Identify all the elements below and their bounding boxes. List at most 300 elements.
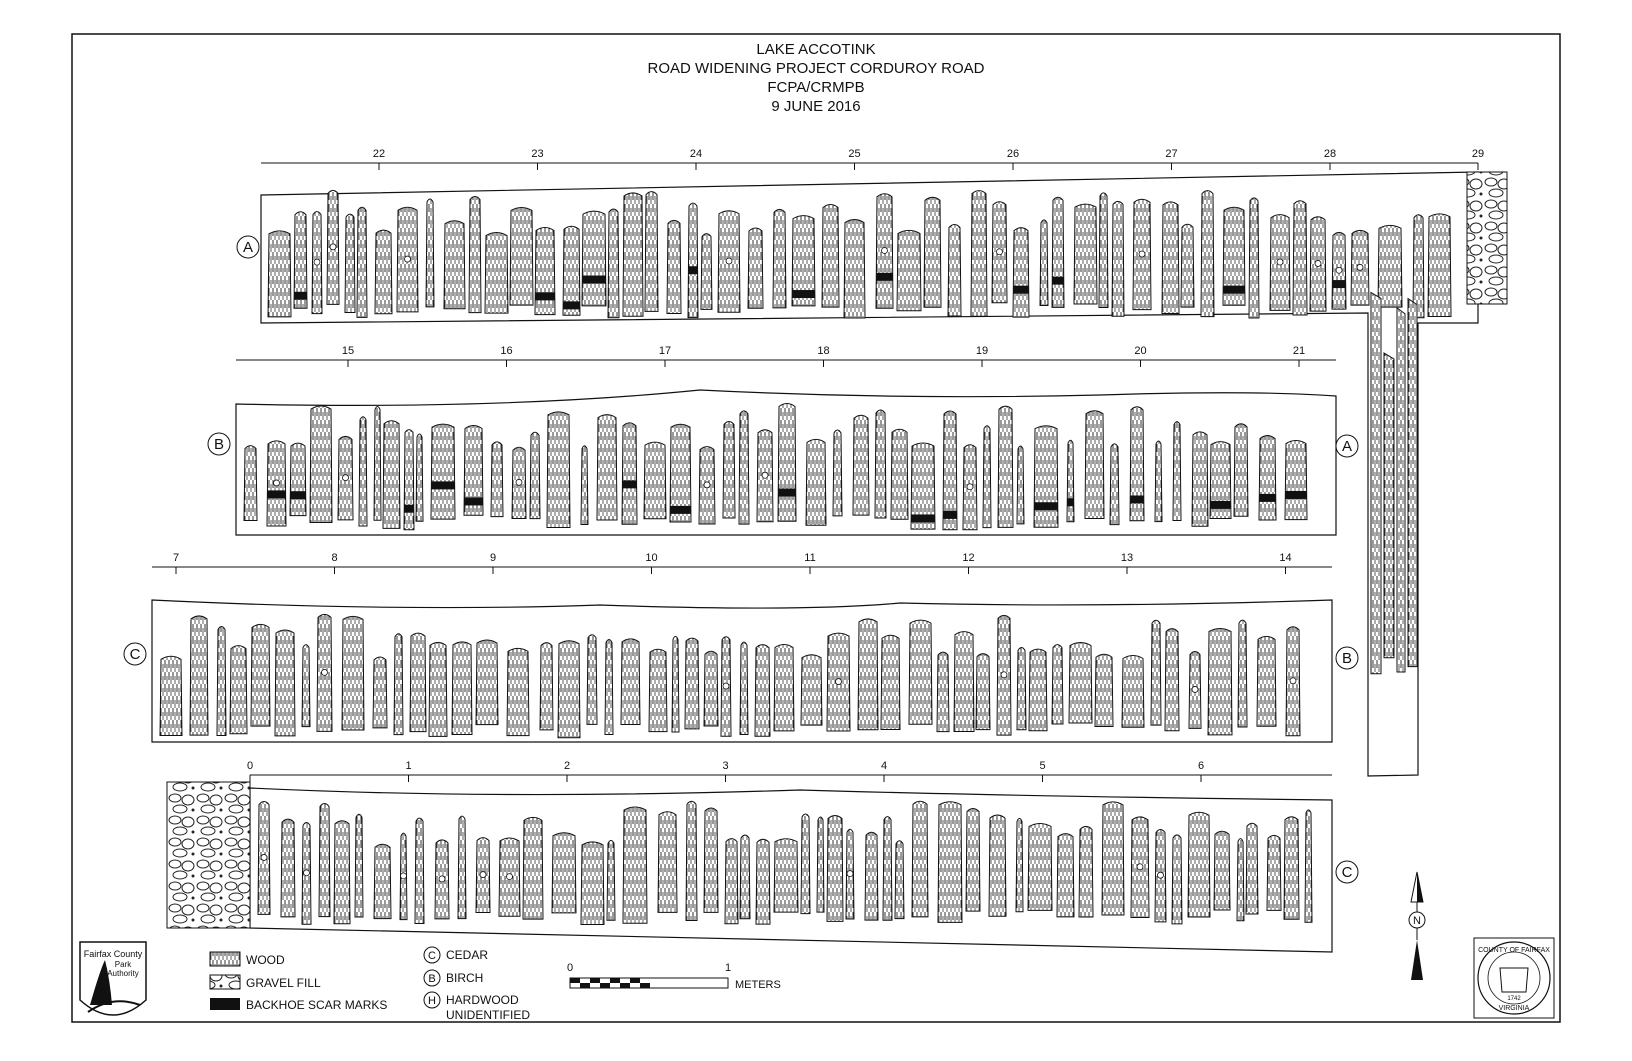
log (773, 209, 786, 307)
scale-start: 0 (566, 962, 574, 974)
scale-check (580, 983, 590, 988)
species-marker (480, 872, 486, 878)
log (623, 193, 643, 316)
species-marker (1137, 864, 1143, 870)
station-label: 23 (531, 148, 544, 160)
log (581, 842, 604, 925)
log (404, 430, 414, 530)
strip-c-ticks (173, 552, 1292, 574)
species-marker (1192, 686, 1198, 692)
station-label: 21 (1292, 345, 1306, 357)
log (1237, 839, 1244, 921)
log (1013, 228, 1029, 317)
log (1052, 197, 1064, 307)
species-marker (261, 854, 267, 860)
backhoe-scar (670, 506, 691, 514)
log (607, 840, 615, 920)
station-label: 15 (341, 345, 355, 357)
scale-end: 1 (724, 962, 732, 974)
log (649, 649, 667, 731)
log (587, 635, 597, 725)
station-label: 17 (658, 345, 672, 357)
log (1293, 201, 1307, 315)
county-seal (1474, 938, 1554, 1018)
species-marker (704, 482, 710, 488)
log (426, 199, 434, 307)
species-marker (762, 472, 768, 478)
log (1384, 353, 1394, 658)
log (1034, 426, 1058, 528)
station-label: 7 (172, 552, 180, 564)
log (1040, 220, 1048, 306)
log (244, 446, 257, 521)
title-line3: FCPA/CRMPB (767, 79, 865, 96)
log (552, 833, 576, 913)
scale-check (570, 978, 580, 983)
species-marker (836, 679, 842, 685)
strip-b-ticks (342, 345, 1305, 367)
log (966, 808, 980, 911)
backhoe-scar (563, 301, 580, 309)
log (858, 619, 878, 730)
station-label: 20 (1134, 345, 1147, 357)
log (983, 426, 991, 528)
log (875, 410, 886, 518)
log (833, 430, 842, 516)
backhoe-scar (1130, 495, 1144, 503)
log (374, 406, 381, 520)
log (268, 231, 291, 317)
hardwood-symbol: H (428, 995, 436, 1007)
log (976, 654, 990, 730)
log (302, 645, 310, 727)
backhoe-scar (294, 292, 307, 300)
log (1074, 204, 1097, 304)
strip-c (152, 552, 1332, 742)
legend-wood-swatch (210, 952, 240, 966)
legend-backhoe-label: BACKHOE SCAR MARKS (246, 998, 388, 1012)
backhoe-scar (622, 480, 637, 488)
log (608, 209, 619, 318)
log (1017, 648, 1026, 730)
scale-check (620, 983, 630, 988)
backhoe-scar (943, 511, 957, 519)
title-line1: LAKE ACCOTINK (756, 41, 876, 58)
species-marker (723, 683, 729, 689)
log (334, 821, 350, 924)
log (217, 626, 226, 735)
log (1052, 645, 1063, 724)
backhoe-scar (1067, 498, 1074, 506)
species-marker (401, 873, 407, 879)
species-marker (330, 244, 336, 250)
strip-d (167, 760, 1332, 952)
log (458, 816, 466, 918)
log (739, 411, 749, 524)
log (469, 197, 481, 313)
log (912, 801, 928, 917)
connection-marks (124, 236, 1358, 883)
log (1102, 802, 1124, 915)
station-label: 16 (500, 345, 513, 357)
backhoe-scar (431, 481, 455, 489)
log (452, 642, 472, 735)
station-label: 28 (1323, 148, 1337, 160)
backhoe-scar (464, 497, 483, 505)
log (723, 421, 735, 518)
station-label: 1 (405, 760, 412, 772)
log (865, 832, 878, 920)
log (778, 403, 796, 521)
log (582, 211, 606, 306)
cedar-symbol: C (428, 950, 436, 962)
log (853, 415, 869, 515)
log (621, 639, 640, 725)
species-marker (507, 874, 513, 880)
log (774, 644, 794, 730)
log (817, 817, 824, 912)
log (644, 442, 666, 519)
station-label: 2 (563, 760, 571, 772)
backhoe-scar (535, 292, 555, 300)
log (1208, 628, 1232, 734)
logo-line1: Fairfax County (83, 949, 143, 959)
backhoe-scar (1210, 501, 1231, 509)
log (883, 817, 892, 921)
legend-cedar-label: CEDAR (446, 948, 489, 962)
legend-gravel-swatch (210, 975, 240, 989)
log (897, 230, 921, 310)
station-label: 8 (331, 552, 338, 564)
log (491, 442, 503, 517)
scale-bar (567, 962, 781, 991)
species-marker (314, 259, 320, 265)
station-label: 26 (1006, 148, 1020, 160)
log (1249, 198, 1259, 318)
station-label: 12 (962, 552, 975, 564)
species-marker (1357, 264, 1363, 270)
legend-wood-label: WOOD (246, 953, 285, 967)
species-marker (343, 475, 349, 481)
log (701, 234, 712, 310)
log (359, 417, 367, 526)
scale-check (600, 983, 610, 988)
backhoe-scar (1285, 491, 1307, 499)
backhoe-scar (911, 514, 935, 522)
log (1095, 654, 1113, 726)
station-label: 27 (1165, 148, 1178, 160)
log (1057, 834, 1074, 917)
log (1130, 407, 1144, 521)
station-label: 19 (975, 345, 989, 357)
scale-unit: METERS (735, 979, 781, 991)
log (485, 233, 508, 314)
station-label: 13 (1120, 552, 1134, 564)
legend-hardwood-label-2: UNIDENTIFIED (446, 1008, 530, 1022)
backhoe-scar (778, 489, 796, 497)
scale-check (630, 978, 640, 983)
title-line4: 9 JUNE 2016 (771, 98, 861, 115)
species-marker (1001, 672, 1007, 678)
log (342, 616, 364, 730)
log (1069, 643, 1092, 724)
north-arrow (1409, 872, 1425, 980)
station-label: 14 (1279, 552, 1292, 564)
strip-a-gravel (1467, 172, 1507, 304)
log (822, 205, 839, 308)
log (1079, 826, 1093, 917)
log (410, 633, 426, 732)
strip-b-logs (244, 403, 1307, 529)
park-authority-logo (80, 942, 146, 1015)
log (1192, 432, 1208, 526)
log (429, 642, 447, 736)
station-label: 11 (804, 552, 816, 564)
strip-b (236, 345, 1336, 535)
log (740, 642, 748, 734)
log (1214, 831, 1230, 910)
species-marker (1158, 872, 1164, 878)
log (1162, 202, 1179, 314)
station-label: 29 (1471, 148, 1485, 160)
log (686, 801, 697, 920)
seal-year: 1742 (1507, 996, 1521, 1002)
logo-line3: Authority (107, 969, 139, 978)
mark-b-left: B (213, 436, 225, 453)
log (801, 655, 822, 725)
log (1172, 835, 1182, 924)
backhoe-scar (688, 266, 698, 274)
species-marker (322, 669, 328, 675)
log (1378, 225, 1402, 307)
log (535, 228, 555, 315)
species-marker (967, 484, 973, 490)
log (1085, 411, 1104, 519)
scale-check (590, 978, 600, 983)
log (1173, 422, 1181, 521)
scale-check (640, 983, 650, 988)
log (725, 839, 738, 924)
log (938, 802, 962, 923)
log (774, 839, 798, 912)
species-marker (1336, 267, 1342, 273)
log (444, 221, 465, 309)
log (1016, 818, 1023, 911)
mark-c-left: C (129, 646, 141, 663)
log (895, 841, 904, 919)
species-marker (1277, 259, 1283, 265)
log (1284, 817, 1299, 919)
log (373, 657, 387, 728)
log (954, 632, 974, 732)
log (748, 228, 763, 308)
mark-d-right: C (1341, 864, 1353, 881)
log (355, 814, 363, 917)
backhoe-scar (792, 290, 815, 298)
backhoe-scar (1259, 494, 1276, 502)
backhoe-scar (582, 276, 606, 284)
log (1067, 440, 1074, 521)
mark-c-right: B (1341, 650, 1353, 667)
log (891, 429, 908, 519)
log (1029, 649, 1047, 731)
log (319, 804, 330, 917)
log (230, 646, 247, 734)
station-label: 10 (645, 552, 658, 564)
log (998, 406, 1013, 527)
log (1155, 441, 1162, 522)
log (1181, 224, 1194, 307)
log (275, 630, 295, 736)
log (281, 819, 295, 917)
log (1397, 308, 1405, 672)
log (160, 656, 182, 735)
log (374, 844, 391, 918)
backhoe-scar (876, 273, 893, 281)
backhoe-scar (267, 490, 286, 498)
log (558, 641, 580, 738)
log (1017, 446, 1024, 524)
backhoe-scar (1013, 286, 1029, 294)
strip-d-logs (258, 801, 1312, 924)
log (507, 648, 529, 735)
log (415, 818, 424, 923)
log (1099, 193, 1108, 308)
log (383, 421, 400, 529)
title-line2: ROAD WIDENING PROJECT CORDUROY ROAD (647, 60, 985, 77)
log (827, 816, 843, 922)
log (530, 432, 540, 518)
log (971, 191, 987, 317)
station-label: 25 (848, 148, 861, 160)
log (1110, 444, 1119, 525)
log (190, 616, 208, 735)
log (937, 652, 949, 731)
species-marker (439, 876, 445, 882)
station-label: 9 (489, 552, 497, 564)
log (1408, 299, 1417, 667)
log (989, 815, 1006, 916)
log (672, 636, 679, 732)
log (924, 197, 941, 307)
log (1285, 441, 1307, 520)
log (581, 446, 588, 525)
species-marker (882, 247, 888, 253)
mark-b-right: A (1341, 438, 1353, 455)
species-marker (304, 870, 310, 876)
station-label: 5 (1039, 760, 1046, 772)
log (806, 439, 826, 525)
log (1122, 655, 1144, 727)
log (431, 424, 455, 519)
species-marker (405, 256, 411, 262)
strip-a-ticks (373, 148, 1484, 170)
log (476, 640, 498, 725)
species-marker (997, 249, 1003, 255)
log (1151, 620, 1161, 725)
log (658, 812, 677, 913)
legend-gravel-label: GRAVEL FILL (246, 976, 321, 990)
north-label: N (1413, 915, 1421, 927)
backhoe-scar (1223, 286, 1245, 294)
log (1257, 636, 1276, 726)
log (1371, 292, 1381, 673)
station-label: 22 (372, 148, 386, 160)
birch-symbol: B (428, 973, 436, 985)
log (1428, 214, 1451, 317)
logo-line2: Park (114, 960, 132, 969)
species-marker (726, 258, 732, 264)
seal-bottom-text: VIRGINIA (1498, 1005, 1530, 1012)
log (1267, 835, 1281, 910)
log (345, 214, 355, 312)
log (375, 230, 392, 314)
log (755, 645, 770, 737)
strip-c-logs (160, 614, 1300, 737)
legend-hardwood-label-1: HARDWOOD (446, 993, 519, 1007)
log (622, 423, 637, 524)
log (756, 839, 770, 924)
title-block (0, 40, 1632, 116)
species-marker (1139, 251, 1145, 257)
log (1234, 424, 1248, 516)
log (547, 412, 570, 528)
station-label: 3 (722, 760, 729, 772)
species-marker (1315, 260, 1321, 266)
station-label: 0 (246, 760, 254, 772)
species-marker (847, 871, 853, 877)
log (685, 638, 699, 729)
log (881, 635, 900, 729)
log (605, 640, 613, 735)
log (1201, 191, 1214, 317)
log (251, 624, 270, 726)
log (909, 620, 932, 724)
seal-top-text: COUNTY OF FAIRFAX (1478, 947, 1550, 954)
log (1165, 629, 1179, 731)
species-marker (1290, 678, 1296, 684)
log (623, 807, 647, 923)
station-label: 6 (1197, 760, 1205, 772)
species-marker (516, 479, 522, 485)
log (948, 225, 961, 316)
log (510, 207, 533, 305)
station-label: 24 (689, 148, 703, 160)
backhoe-scar (290, 491, 306, 499)
strip-d-gravel (167, 782, 250, 928)
log (357, 207, 367, 317)
log (1238, 620, 1247, 727)
log (688, 203, 698, 317)
log (1246, 823, 1258, 914)
backhoe-scar (1034, 502, 1058, 510)
log (1112, 201, 1124, 316)
log (394, 634, 403, 735)
station-label: 18 (817, 345, 830, 357)
log (1305, 810, 1312, 922)
legend-backhoe-swatch (210, 998, 240, 1010)
log (523, 817, 543, 919)
log (540, 643, 553, 730)
log (704, 651, 718, 726)
log (1259, 436, 1276, 520)
log (645, 192, 658, 312)
log (597, 415, 617, 520)
backhoe-scar (1052, 277, 1064, 285)
mark-a-left: A (242, 239, 254, 256)
log (667, 220, 681, 313)
backhoe-scar (404, 505, 414, 513)
